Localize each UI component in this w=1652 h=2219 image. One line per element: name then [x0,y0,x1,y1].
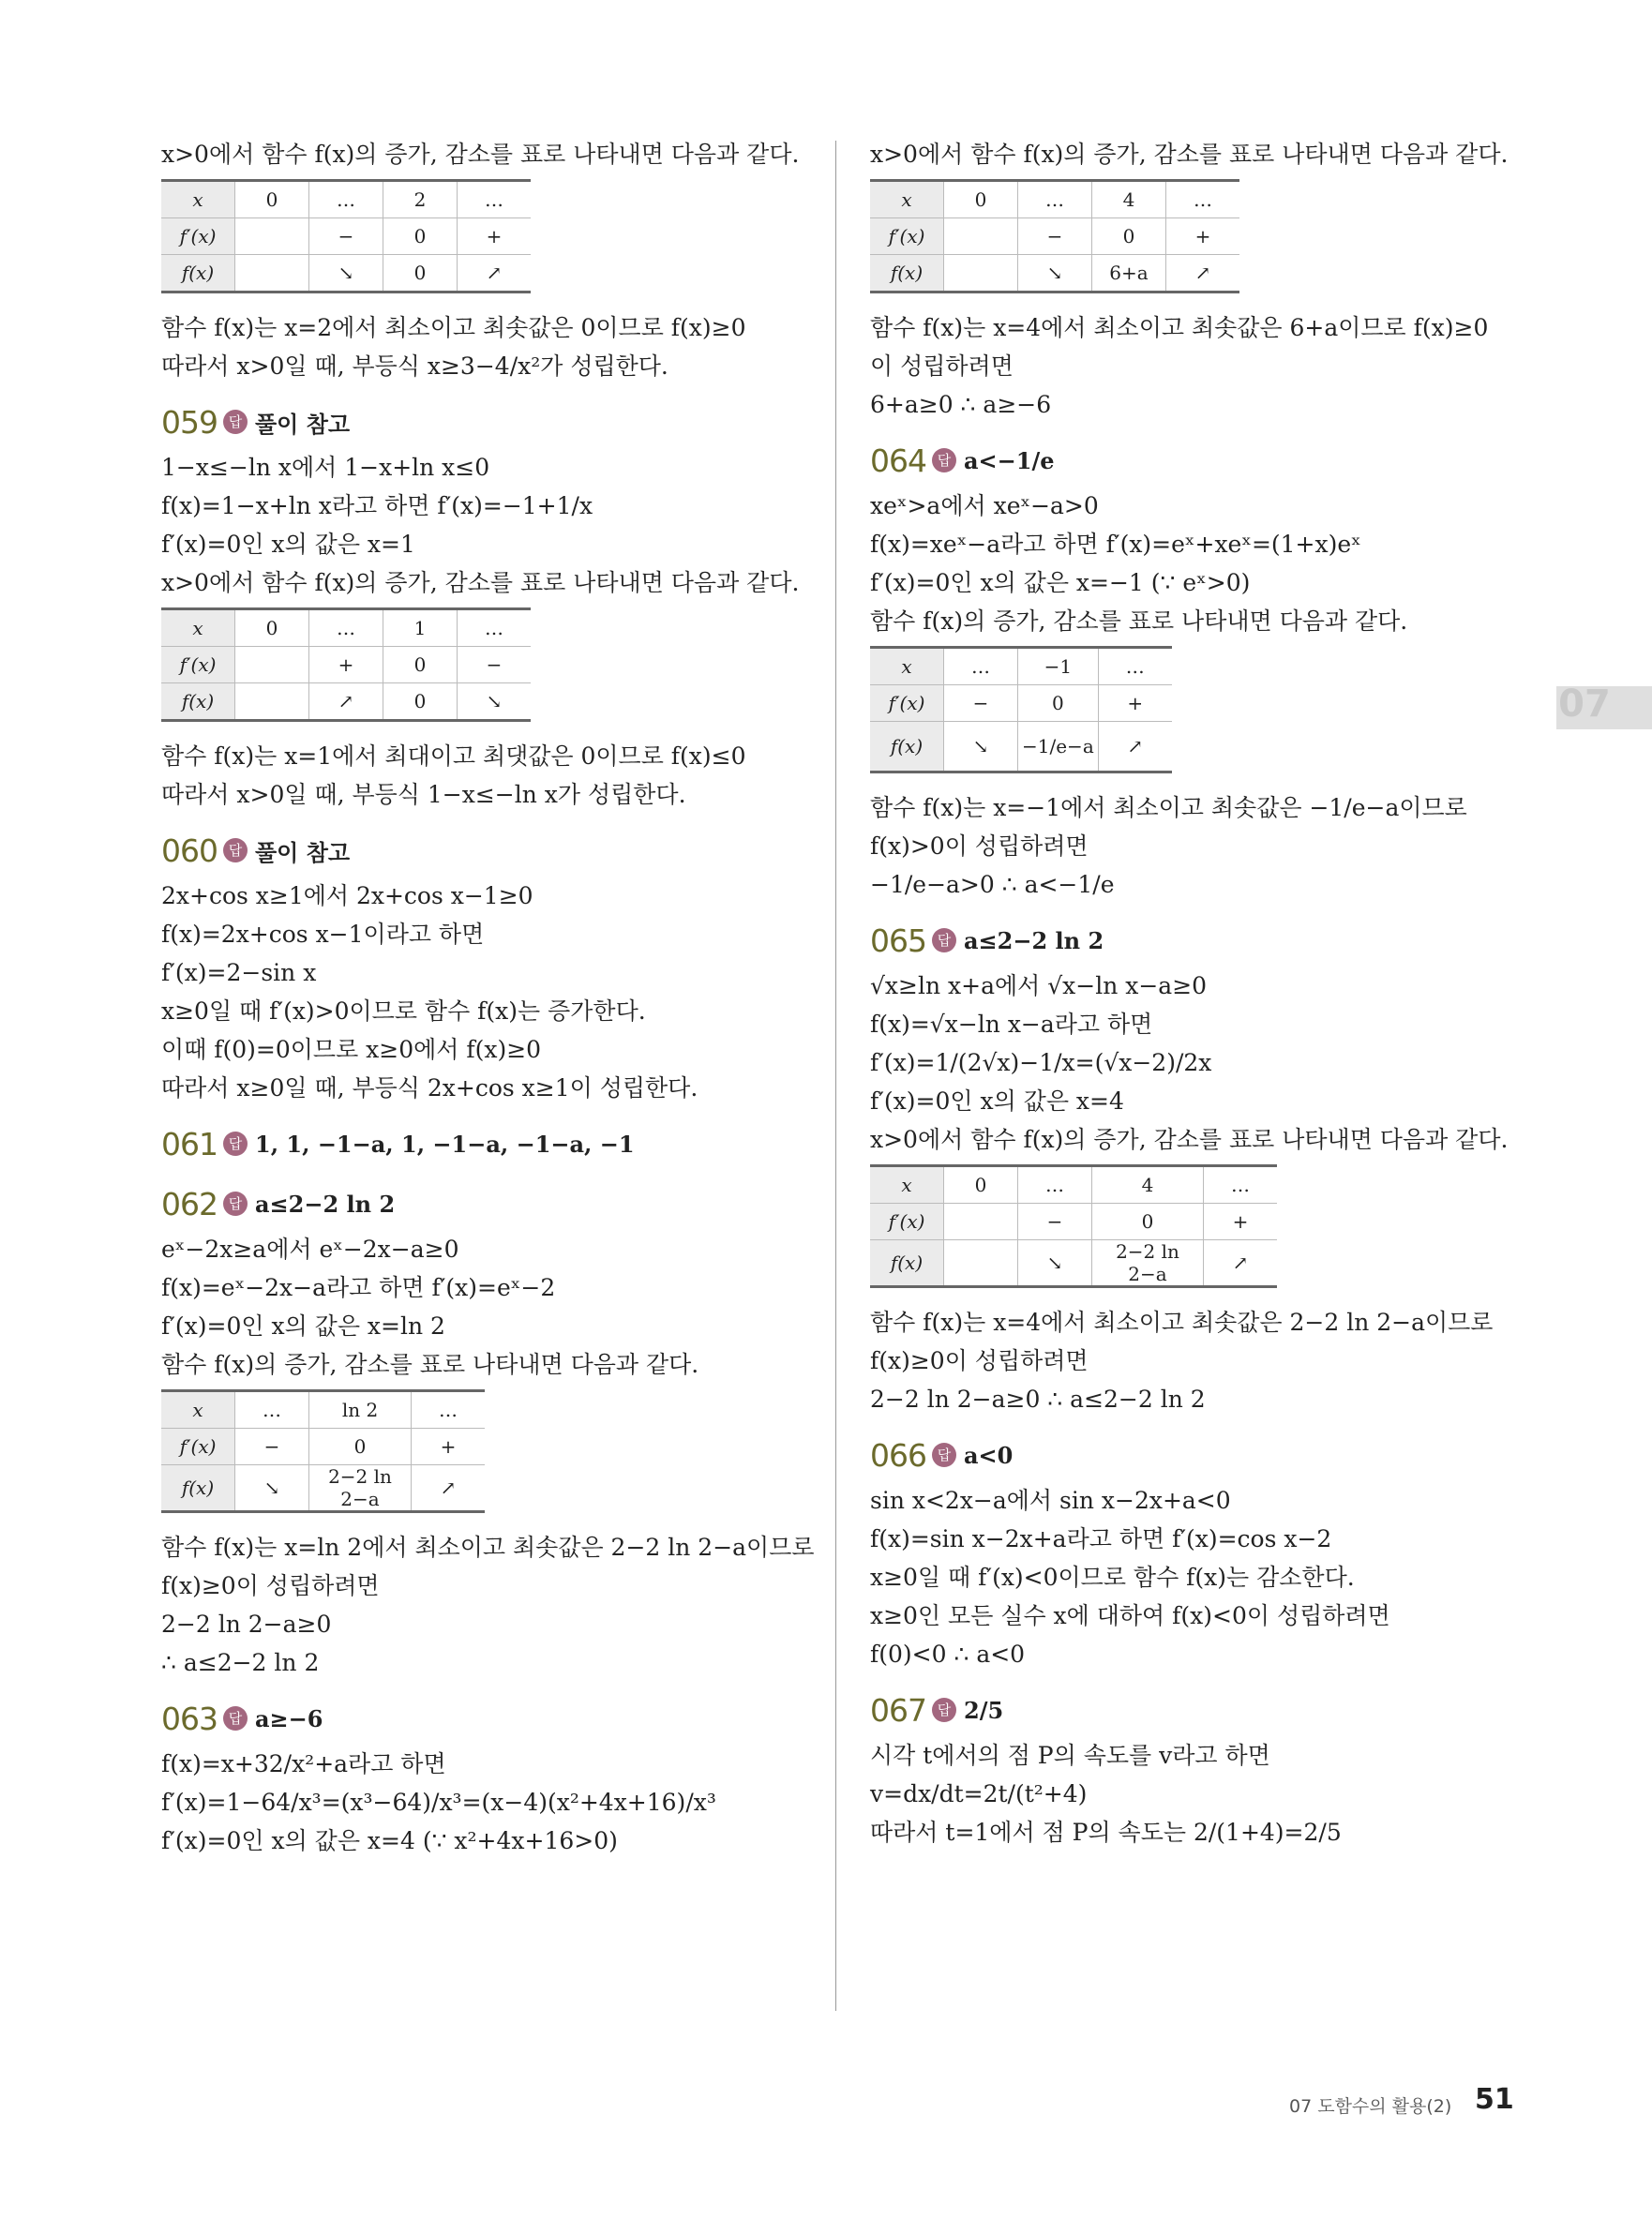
table-row [161,609,531,647]
problem-answer: 1, 1, −1−a, 1, −1−a, −1−a, −1 [255,1130,635,1158]
table-cell: 0 [383,683,458,721]
problem-header [161,1125,808,1162]
solution-block [161,882,808,1102]
table-cell: 0 [944,1166,1018,1204]
table-cell: 0 [235,609,309,647]
text-line: 따라서 t=1에서 점 P의 속도는 2/(1+4)=2/5 [870,1819,1342,1846]
table-cell: 0 [383,255,458,292]
problem-number: 061 [161,1125,218,1162]
variation-table [870,646,1172,773]
solution-block [161,454,808,597]
variation-table [870,179,1239,293]
text-line: 함수 f(x)는 x=4에서 최소이고 최솟값은 6+a이므로 f(x)≥0 [870,314,1489,341]
answer-tag: 답 [223,1192,248,1216]
row-header: f(x) [870,1240,944,1287]
text-line: f(x)=x+32/x²+a라고 하면 [161,1750,446,1777]
row-header: x [870,648,944,685]
table-row [870,648,1172,685]
text-block [161,314,808,381]
table-cell: ln 2 [309,1391,412,1429]
problem-header [161,1700,808,1737]
problem-answer: a<−1/e [964,446,1055,474]
variation-table [161,1389,485,1513]
table-cell: ↘ [944,722,1018,772]
row-header: f′(x) [161,218,235,255]
table-row [161,683,531,721]
text-line: f′(x)=0인 x의 값은 x=−1 (∵ eˣ>0) [870,569,1251,596]
text-line: f(x)=√x−ln x−a라고 하면 [870,1011,1153,1038]
answer-tag: 답 [223,410,248,434]
text-line: eˣ−2x≥a에서 eˣ−2x−a≥0 [161,1236,459,1263]
text-line: x>0에서 함수 f(x)의 증가, 감소를 표로 나타내면 다음과 같다. [161,569,800,596]
solution-block [870,972,1517,1154]
solution-block [161,1750,808,1855]
problem-answer: a≥−6 [255,1704,323,1732]
row-header: f(x) [870,722,944,772]
row-header: x [161,1391,235,1429]
variation-table [161,179,531,293]
table-cell: − [235,1429,309,1465]
table-cell: 0 [383,218,458,255]
solution-block [870,1309,1517,1414]
table-cell: … [412,1391,486,1429]
table-cell: … [1204,1166,1278,1204]
problem-number: 066 [870,1436,926,1474]
solution-block [870,794,1517,899]
table-cell: … [944,648,1018,685]
text-line: x≥0일 때 f′(x)<0이므로 함수 f(x)는 감소한다. [870,1564,1355,1591]
solution-block [870,1487,1517,1669]
table-row [161,255,531,292]
answer-tag: 답 [932,1443,956,1467]
table-cell: … [1098,648,1172,685]
answer-tag: 답 [932,1698,956,1722]
table-cell: 0 [1092,1204,1204,1240]
footer-chapter-title: 07 도함수의 활용(2) [1289,2096,1452,2117]
table-cell: + [1204,1204,1278,1240]
table-cell: 4 [1092,1166,1204,1204]
text-line: x≥0인 모든 실수 x에 대하여 f(x)<0이 성립하려면 [870,1602,1390,1629]
row-header: f′(x) [870,685,944,722]
problem-number: 063 [161,1700,218,1737]
text-line: 함수 f(x)는 x=2에서 최소이고 최솟값은 0이므로 f(x)≥0 [161,314,746,341]
text-line: f(x)≥0이 성립하려면 [161,1572,380,1599]
text-line: 함수 f(x)의 증가, 감소를 표로 나타내면 다음과 같다. [161,1351,699,1378]
table-cell [235,683,309,721]
table-cell: + [1166,218,1240,255]
text-line: −1/e−a>0 ∴ a<−1/e [870,871,1115,898]
text-line: f(0)<0 ∴ a<0 [870,1641,1026,1668]
table-cell [944,1204,1018,1240]
table-cell: ↗ [1204,1240,1278,1287]
text-line: f(x)=eˣ−2x−a라고 하면 f′(x)=eˣ−2 [161,1274,556,1301]
row-header: f(x) [161,1465,235,1512]
table-row [870,181,1239,218]
table-cell: − [1018,218,1092,255]
answer-tag: 답 [223,1706,248,1731]
table-row [161,1391,485,1429]
text-line: f(x)=2x+cos x−1이라고 하면 [161,921,485,948]
problem-number: 067 [870,1691,926,1729]
text-line: x>0에서 함수 f(x)의 증가, 감소를 표로 나타내면 다음과 같다. [161,141,800,168]
text-line: f(x)≥0이 성립하려면 [870,1347,1089,1374]
text-line: 2−2 ln 2−a≥0 ∴ a≤2−2 ln 2 [870,1386,1206,1413]
problem-header [161,403,808,441]
table-cell: 2−2 ln 2−a [1092,1240,1204,1287]
text-line: ∴ a≤2−2 ln 2 [161,1649,320,1676]
solution-block [161,742,808,809]
table-row [870,255,1239,292]
text-line: √x≥ln x+a에서 √x−ln x−a≥0 [870,972,1208,999]
row-header: x [161,181,235,218]
page-number: 51 [1475,2083,1514,2116]
answer-tag: 답 [223,1132,248,1156]
text-line: 시각 t에서의 점 P의 속도를 v라고 하면 [870,1742,1270,1769]
text-line: 2−2 ln 2−a≥0 [161,1611,332,1638]
table-cell [235,255,309,292]
problem-number: 065 [870,922,926,959]
text-line: f′(x)=2−sin x [161,959,317,986]
solution-block [161,1534,815,1677]
table-row [161,1465,485,1512]
table-row [870,685,1172,722]
text-line: 1−x≤−ln x에서 1−x+ln x≤0 [161,454,490,481]
solution-block [870,492,1517,636]
row-header: x [870,181,944,218]
column-divider [835,141,836,2011]
table-cell: ↗ [412,1465,486,1512]
problem-header [870,922,1517,959]
table-cell: + [309,647,383,683]
row-header: f(x) [161,683,235,721]
answer-tag: 답 [932,448,956,472]
text-line: xeˣ>a에서 xeˣ−a>0 [870,492,1099,519]
table-cell: − [1018,1204,1092,1240]
row-header: f′(x) [870,218,944,255]
problem-answer: a<0 [964,1441,1014,1469]
table-cell: … [309,181,383,218]
table-cell: −1 [1018,648,1099,685]
table-row [870,218,1239,255]
table-row [161,181,531,218]
text-line: 따라서 x>0일 때, 부등식 x≥3−4/x²가 성립한다. [161,352,668,380]
text-line: f(x)>0이 성립하려면 [870,832,1089,860]
table-cell: 2 [383,181,458,218]
table-cell [235,647,309,683]
table-cell: ↘ [1018,1240,1092,1287]
text-line: 6+a≥0 ∴ a≥−6 [870,391,1052,418]
table-cell: … [235,1391,309,1429]
table-cell: − [944,685,1018,722]
problem-number: 060 [161,832,218,869]
table-cell: … [458,181,532,218]
chapter-number: 07 [1558,682,1611,726]
left-column [161,141,815,1866]
text-line: x≥0일 때 f′(x)>0이므로 함수 f(x)는 증가한다. [161,997,646,1025]
problem-number: 059 [161,403,218,441]
table-cell: + [412,1429,486,1465]
table-row [161,218,531,255]
text-line: 따라서 x≥0일 때, 부등식 2x+cos x≥1이 성립한다. [161,1074,698,1102]
text-line: f(x)=xeˣ−a라고 하면 f′(x)=eˣ+xeˣ=(1+x)eˣ [870,531,1361,558]
table-cell: … [1018,1166,1092,1204]
right-column [870,141,1517,1857]
table-cell: ↘ [309,255,383,292]
text-line: 2x+cos x≥1에서 2x+cos x−1≥0 [161,882,533,909]
problem-answer: a≤2−2 ln 2 [255,1190,396,1218]
table-cell: ↗ [1098,722,1172,772]
table-row [161,647,531,683]
text-line: f′(x)=0인 x의 값은 x=ln 2 [161,1312,445,1340]
table-row [870,722,1172,772]
table-cell: − [309,218,383,255]
table-cell: 0 [1092,218,1166,255]
answer-tag: 답 [223,838,248,862]
variation-table [870,1164,1277,1288]
problem-answer: 풀이 참고 [255,838,351,866]
table-row [870,1166,1277,1204]
table-cell [235,218,309,255]
text-line: f′(x)=0인 x의 값은 x=4 [870,1087,1124,1115]
text-line: 함수 f(x)는 x=1에서 최대이고 최댓값은 0이므로 f(x)≤0 [161,742,746,770]
table-cell: ↗ [458,255,532,292]
table-cell: 2−2 ln 2−a [309,1465,412,1512]
row-header: x [870,1166,944,1204]
text-line: 함수 f(x)는 x=−1에서 최소이고 최솟값은 −1/e−a이므로 [870,794,1467,821]
table-cell: ↘ [235,1465,309,1512]
row-header: f(x) [870,255,944,292]
row-header: f′(x) [870,1204,944,1240]
problem-header [870,1691,1517,1729]
problem-answer: 풀이 참고 [255,410,351,438]
row-header: f(x) [161,255,235,292]
solution-block [161,1236,808,1379]
problem-number: 062 [161,1185,218,1222]
text-line: 함수 f(x)는 x=ln 2에서 최소이고 최솟값은 2−2 ln 2−a이므로 [161,1534,815,1561]
table-cell [944,218,1018,255]
variation-table [161,607,531,722]
table-row [870,1204,1277,1240]
table-cell [944,255,1018,292]
table-cell: ↗ [1166,255,1240,292]
table-cell: … [1018,181,1092,218]
problem-number: 064 [870,442,926,479]
text-line: sin x<2x−a에서 sin x−2x+a<0 [870,1487,1231,1514]
table-cell: 1 [383,609,458,647]
table-cell: + [1098,685,1172,722]
table-cell: … [309,609,383,647]
problem-header [161,832,808,869]
table-cell: … [458,609,532,647]
table-cell: 0 [235,181,309,218]
row-header: f′(x) [161,1429,235,1465]
text-line: x>0에서 함수 f(x)의 증가, 감소를 표로 나타내면 다음과 같다. [870,1126,1509,1153]
problem-answer: 2/5 [964,1696,1004,1724]
text-line: f′(x)=0인 x의 값은 x=4 (∵ x²+4x+16>0) [161,1827,618,1854]
table-cell: −1/e−a [1018,722,1099,772]
table-cell: ↗ [309,683,383,721]
table-cell: … [1166,181,1240,218]
problem-header [870,442,1517,479]
table-cell: 6+a [1092,255,1166,292]
table-cell: ↘ [1018,255,1092,292]
text-line: 함수 f(x)의 증가, 감소를 표로 나타내면 다음과 같다. [870,607,1408,635]
text-line: f′(x)=1/(2√x)−1/x=(√x−2)/2x [870,1049,1212,1076]
text-line: 함수 f(x)는 x=4에서 최소이고 최솟값은 2−2 ln 2−a이므로 [870,1309,1494,1336]
table-cell: 4 [1092,181,1166,218]
text-line: f′(x)=0인 x의 값은 x=1 [161,531,415,558]
table-cell: − [458,647,532,683]
table-row [870,1240,1277,1287]
text-line: f′(x)=1−64/x³=(x³−64)/x³=(x−4)(x²+4x+16)/x³ [161,1789,716,1816]
problem-header [161,1185,808,1222]
table-row [161,1429,485,1465]
text-line: f(x)=1−x+ln x라고 하면 f′(x)=−1+1/x [161,492,593,519]
problem-answer: a≤2−2 ln 2 [964,926,1104,954]
text-line: f(x)=sin x−2x+a라고 하면 f′(x)=cos x−2 [870,1525,1332,1552]
table-cell: 0 [383,647,458,683]
problem-header [870,1436,1517,1474]
text-line: 따라서 x>0일 때, 부등식 1−x≤−ln x가 성립한다. [161,781,686,808]
table-cell: 0 [309,1429,412,1465]
table-cell: ↘ [458,683,532,721]
table-cell: + [458,218,532,255]
solution-block [870,1742,1517,1847]
answer-tag: 답 [932,928,956,952]
text-line: 이 성립하려면 [870,352,1014,380]
table-cell [944,1240,1018,1287]
row-header: x [161,609,235,647]
text-line: 이때 f(0)=0이므로 x≥0에서 f(x)≥0 [161,1036,542,1063]
text-line: x>0에서 함수 f(x)의 증가, 감소를 표로 나타내면 다음과 같다. [870,141,1509,168]
row-header: f′(x) [161,647,235,683]
table-cell: 0 [944,181,1018,218]
table-cell: 0 [1018,685,1099,722]
text-line: v=dx/dt=2t/(t²+4) [870,1780,1088,1807]
text-block [870,314,1517,419]
